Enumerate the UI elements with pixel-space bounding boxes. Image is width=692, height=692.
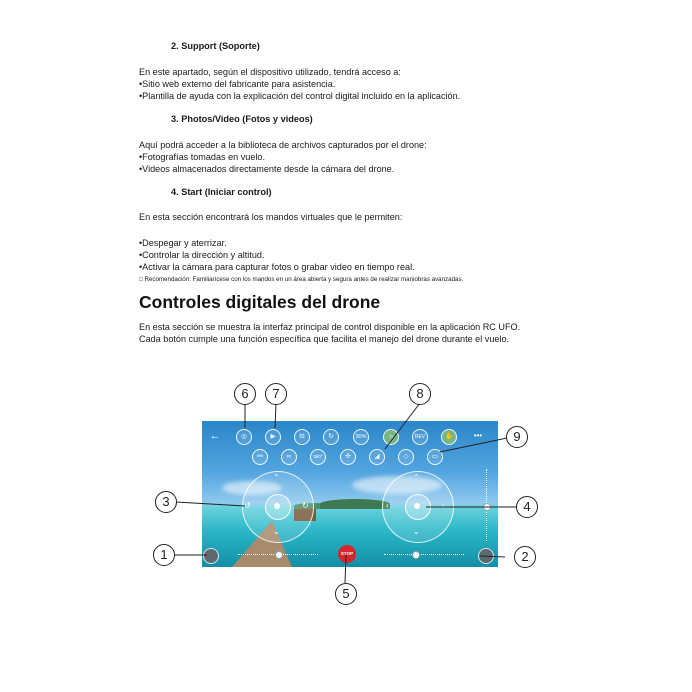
- section-heading-start: 4. Start (Iniciar control): [171, 187, 272, 197]
- leader-line: [345, 555, 346, 583]
- callout-9: 9: [506, 426, 528, 448]
- callout-2: 2: [514, 546, 536, 568]
- callout-5: 5: [335, 583, 357, 605]
- more-icon[interactable]: •••: [473, 431, 483, 440]
- photos-intro: Aquí podrá acceder a la biblioteca de archivos capturados por el drone:: [139, 140, 427, 150]
- start-item: •Despegar y aterrizar.: [139, 238, 227, 248]
- flip-360-icon[interactable]: 360°: [310, 449, 326, 465]
- down-arrow-icon: ⌄: [273, 527, 280, 536]
- speed-icon[interactable]: 30%: [353, 429, 369, 445]
- stop-button[interactable]: STOP: [338, 545, 356, 563]
- leader-line: [176, 502, 245, 506]
- vr-icon[interactable]: ∞: [281, 449, 297, 465]
- gallery-icon[interactable]: ⊟: [294, 429, 310, 445]
- leader-line: [440, 438, 507, 452]
- callout-4: 4: [516, 496, 538, 518]
- video-icon[interactable]: ▶: [265, 429, 281, 445]
- headless-icon[interactable]: ⚯: [252, 449, 268, 465]
- support-item: •Sitio web externo del fabricante para asistencia.: [139, 79, 336, 89]
- up-arrow-icon: ⌃: [273, 473, 280, 482]
- rotate-left-icon: ↺: [244, 501, 251, 510]
- gravity-icon[interactable]: ✣: [340, 449, 356, 465]
- callout-8: 8: [409, 383, 431, 405]
- photos-item: •Videos almacenados directamente desde la cámara del drone.: [139, 164, 395, 174]
- callout-7: 7: [265, 383, 287, 405]
- screen-mode-icon[interactable]: ▭: [427, 449, 443, 465]
- photos-item: •Fotografías tomadas en vuelo.: [139, 152, 266, 162]
- controls-paragraph-line: En esta sección se muestra la interfaz principal de control disponible en la aplicación RC UFO.: [139, 322, 521, 332]
- callout-1: 1: [153, 544, 175, 566]
- leader-line: [480, 556, 505, 557]
- light-icon[interactable]: ☼: [383, 429, 399, 445]
- start-intro: En esta sección encontrará los mandos virtuales que le permiten:: [139, 212, 403, 222]
- callout-6: 6: [234, 383, 256, 405]
- rotate-icon[interactable]: ↻: [323, 429, 339, 445]
- start-item: •Controlar la dirección y altitud.: [139, 250, 265, 260]
- support-intro: En este apartado, según el dispositivo utilizado, tendrá acceso a:: [139, 67, 401, 77]
- leader-line: [385, 403, 420, 449]
- right-arrow-icon: ›: [442, 501, 445, 510]
- camera-icon[interactable]: ◎: [236, 429, 252, 445]
- section-heading-photos: 3. Photos/Video (Fotos y videos): [171, 114, 313, 124]
- backward-arrow-icon: ⌄: [413, 527, 420, 536]
- left-arrow-icon: ‹: [386, 501, 389, 510]
- controls-paragraph-line: Cada botón cumple una función específica que facilita el manejo del drone durante el vuelo.: [139, 334, 510, 344]
- controls-title: Controles digitales del drone: [139, 292, 381, 312]
- back-arrow-icon[interactable]: ←: [209, 430, 221, 442]
- start-item: •Activar la cámara para capturar fotos o grabar video en tiempo real.: [139, 262, 415, 272]
- path-draw-icon[interactable]: ◇: [398, 449, 414, 465]
- gesture-icon[interactable]: ✋: [441, 429, 457, 445]
- rotate-right-icon: ↻: [302, 501, 309, 510]
- route-icon[interactable]: ◢: [369, 449, 385, 465]
- forward-arrow-icon: ⌃: [413, 473, 420, 482]
- section-heading-support: 2. Support (Soporte): [171, 41, 260, 51]
- recommendation-note: □ Recomendación: Familiarícese con los mandos en un área abierta y segura antes de realizar maniobras avanzadas.: [139, 276, 464, 283]
- leader-line: [275, 403, 276, 428]
- callout-3: 3: [155, 491, 177, 513]
- support-item: •Plantilla de ayuda con la explicación del control digital incluido en la aplicación.: [139, 91, 461, 101]
- reverse-icon[interactable]: REV: [412, 429, 428, 445]
